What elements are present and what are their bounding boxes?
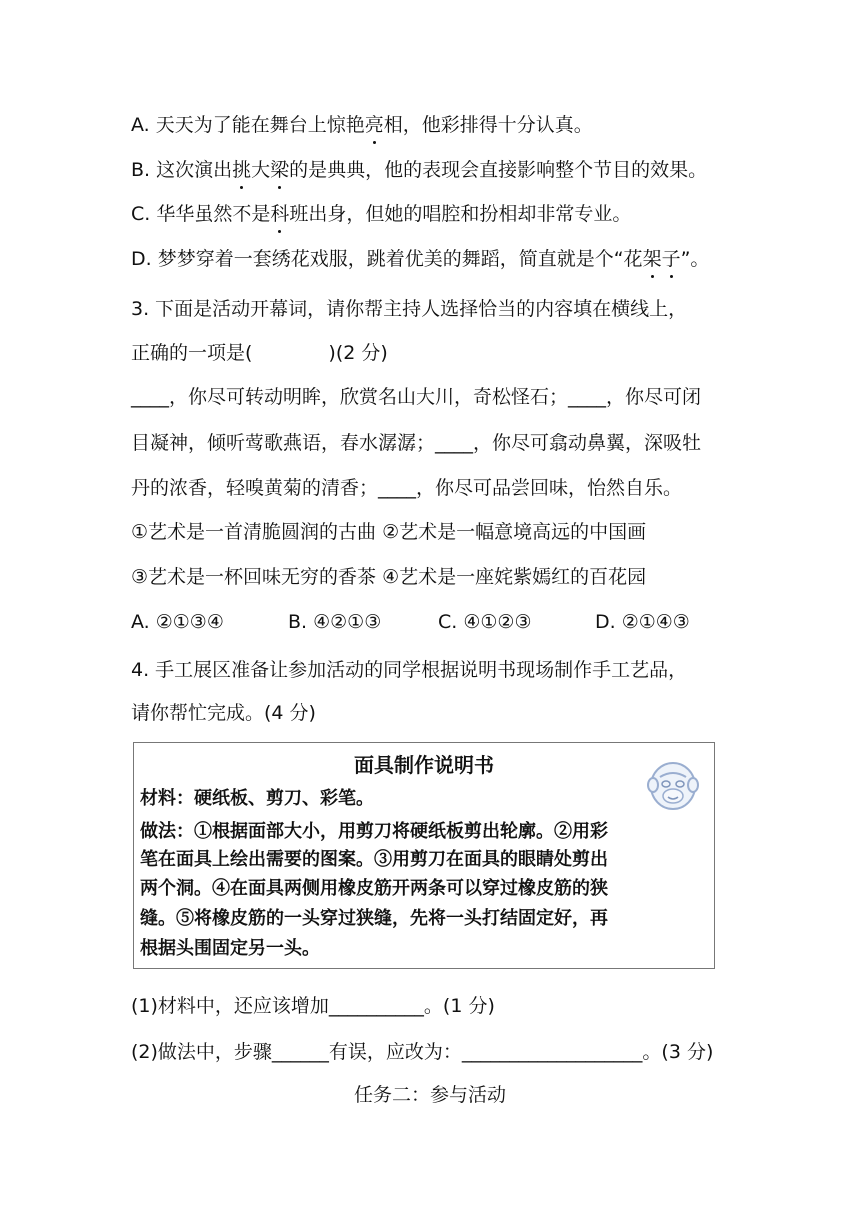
- q4-stem-score: 请你帮忙完成。(4 分): [131, 702, 316, 724]
- instruction-line: 两个洞。④在面具两侧用橡皮筋开两条可以穿过橡皮筋的狭: [140, 878, 608, 899]
- emphasis-char: 梁: [270, 159, 290, 181]
- instruction-line: 笔在面具上绘出需要的图案。③用剪刀在面具的眼睛处剪出: [140, 849, 608, 870]
- q3-paragraph-line: 目凝神，倾听莺歌燕语，春水潺潺；____，你尽可翕动鼻翼，深吸牡: [131, 432, 702, 454]
- instruction-line: 做法：①根据面部大小，用剪刀将硬纸板剪出轮廓。②用彩: [140, 821, 608, 842]
- emphasis-char: 子: [661, 248, 681, 270]
- q3-option-b: B. ④②①③: [288, 611, 382, 633]
- q2-option-a: [131, 112, 820, 138]
- q2-b-text: B. 这次演出: [131, 159, 233, 181]
- q2-option-b: [131, 157, 820, 183]
- emphasis-char: 亮: [364, 114, 384, 136]
- q3-paragraph-line: 丹的浓香，轻嗅黄菊的清香；____，你尽可品尝回味，怡然自乐。: [131, 477, 683, 499]
- q3-option-c: C. ④①②③: [438, 611, 532, 633]
- q2-option-d: [131, 246, 820, 272]
- q2-b-text-mid: 大: [251, 159, 271, 181]
- instruction-line: 材料：硬纸板、剪刀、彩笔。: [140, 788, 374, 809]
- q3-option-a: A. ②①③④: [131, 611, 224, 633]
- q2-b-text-end: 的是典典，他的表现会直接影响整个节目的效果。: [289, 159, 708, 181]
- section-title: 任务二：参与活动: [353, 1084, 506, 1106]
- q3-paragraph-line: ____，你尽可转动明眸，欣赏名山大川，奇松怪石；____，你尽可闭: [131, 386, 702, 408]
- q4-sub-question-2: (2)做法中，步骤______有误，应改为：___________________。(3 分): [131, 1041, 714, 1063]
- q2-a-text: A. 天天为了能在舞台上惊艳: [131, 114, 365, 136]
- q2-option-c: [131, 201, 820, 227]
- q2-a-text-end: 相，他彩排得十分认真。: [383, 114, 593, 136]
- q2-d-text-end: ”。: [680, 248, 710, 270]
- q3-items-line: ①艺术是一首清脆圆润的古曲 ②艺术是一幅意境高远的中国画: [131, 521, 647, 543]
- q4-sub-question-1: (1)材料中，还应该增加__________。(1 分): [131, 995, 495, 1017]
- instruction-box: [133, 742, 715, 969]
- instruction-line: 缝。⑤将橡皮筋的一头穿过狭缝，先将一头打结固定好，再: [140, 908, 608, 929]
- q3-stem-answer: 正确的一项是( )(2 分): [131, 342, 388, 364]
- instruction-title: 面具制作说明书: [354, 753, 494, 777]
- instruction-line: 根据头围固定另一头。: [140, 938, 320, 959]
- q2-c-text: C. 华华虽然不是: [131, 203, 271, 225]
- q4-stem: 4. 手工展区准备让参加活动的同学根据说明书现场制作手工艺品，: [131, 659, 688, 681]
- emphasis-char: 挑: [232, 159, 252, 181]
- q3-items-line: ③艺术是一杯回味无穷的香茶 ④艺术是一座姹紫嫣红的百花园: [131, 566, 647, 588]
- q2-d-text: D. 梦梦穿着一套绣花戏服，跳着优美的舞蹈，简直就是个“花: [131, 248, 643, 270]
- q3-stem: 3. 下面是活动开幕词，请你帮主持人选择恰当的内容填在横线上，: [131, 298, 688, 320]
- emphasis-char: 架: [642, 248, 662, 270]
- emphasis-char: 科: [270, 203, 290, 225]
- q2-c-text-end: 班出身，但她的唱腔和扮相却非常专业。: [289, 203, 632, 225]
- q3-option-d: D. ②①④③: [595, 611, 690, 633]
